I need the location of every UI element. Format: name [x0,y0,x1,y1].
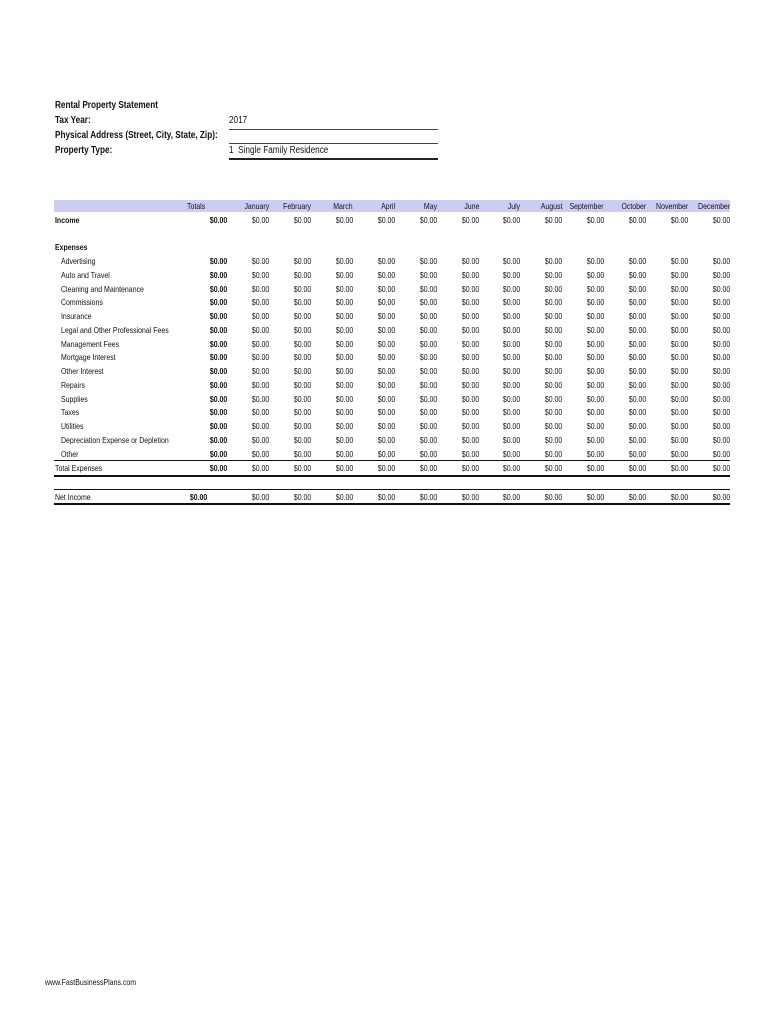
expense-cell[interactable]: $0.00 [419,297,437,308]
expense-cell[interactable]: $0.00 [628,393,646,404]
total-expenses-cell: $0.00 [670,463,688,473]
expense-cell[interactable]: $0.00 [628,256,646,266]
expense-cell[interactable]: $0.00 [461,448,479,459]
net-income-cell: $0.00 [293,492,311,502]
expense-cell[interactable]: $0.00 [670,366,688,376]
expense-row-total: $0.00 [209,448,227,459]
expense-cell[interactable]: $0.00 [712,421,730,431]
expense-cell[interactable]: $0.00 [670,283,688,294]
expense-cell[interactable]: $0.00 [712,379,730,390]
expense-cell[interactable]: $0.00 [377,379,395,390]
expense-cell[interactable]: $0.00 [293,269,311,280]
expense-row-label: Advertising [61,256,96,266]
total-expenses-cell: $0.00 [293,463,311,473]
expense-row-label: Other [61,448,79,459]
expense-cell[interactable]: $0.00 [419,256,437,266]
month-header-june: June [463,201,479,211]
expense-cell[interactable]: $0.00 [544,393,562,404]
net-income-cell: $0.00 [586,492,604,502]
expense-row-total: $0.00 [209,269,227,280]
expense-row-label: Management Fees [61,338,120,349]
expense-cell[interactable]: $0.00 [251,297,269,308]
expense-cell[interactable]: $0.00 [712,311,730,321]
income-cell[interactable]: $0.00 [293,215,311,225]
expense-cell[interactable]: $0.00 [461,297,479,308]
expense-cell[interactable]: $0.00 [419,434,437,445]
tax-year-field[interactable]: 2017 [229,115,248,126]
expense-cell[interactable]: $0.00 [502,366,520,376]
expense-cell[interactable]: $0.00 [335,311,353,321]
expense-cell[interactable]: $0.00 [377,407,395,418]
expense-row-label: Legal and Other Professional Fees [61,324,169,335]
income-cell[interactable]: $0.00 [335,215,353,225]
total-expenses-cell: $0.00 [712,463,730,473]
month-header-october: October [621,201,646,211]
net-income-cell: $0.00 [544,492,562,502]
income-total: $0.00 [209,215,227,225]
month-header-july: July [507,201,520,211]
expense-row-label: Cleaning and Maintenance [61,283,144,294]
expenses-heading: Expenses [55,242,88,252]
expense-cell[interactable]: $0.00 [251,421,269,431]
expense-cell[interactable]: $0.00 [419,283,437,294]
expense-cell[interactable]: $0.00 [628,352,646,363]
expense-cell[interactable]: $0.00 [377,324,395,335]
expense-cell[interactable]: $0.00 [544,338,562,349]
expense-cell[interactable]: $0.00 [251,311,269,321]
total-expenses-cell: $0.00 [251,463,269,473]
expense-cell[interactable]: $0.00 [293,434,311,445]
expense-cell[interactable]: $0.00 [712,352,730,363]
expense-cell[interactable]: $0.00 [419,421,437,431]
footer-url[interactable]: www.FastBusinessPlans.com [45,977,137,987]
expense-cell[interactable]: $0.00 [377,297,395,308]
expense-cell[interactable]: $0.00 [670,407,688,418]
expense-cell[interactable]: $0.00 [293,379,311,390]
income-cell[interactable]: $0.00 [377,215,395,225]
statement-title: Rental Property Statement [55,100,158,111]
expense-cell[interactable]: $0.00 [502,407,520,418]
expense-row-total: $0.00 [209,352,227,363]
total-expenses-bottom-rule [54,475,730,477]
expense-cell[interactable]: $0.00 [461,407,479,418]
expense-cell[interactable]: $0.00 [419,324,437,335]
expense-cell[interactable]: $0.00 [293,297,311,308]
total-expenses-label: Total Expenses [55,463,103,473]
expense-cell[interactable]: $0.00 [628,421,646,431]
expense-cell[interactable]: $0.00 [544,256,562,266]
expense-cell[interactable]: $0.00 [670,352,688,363]
expense-cell[interactable]: $0.00 [377,311,395,321]
expense-cell[interactable]: $0.00 [293,283,311,294]
expense-cell[interactable]: $0.00 [461,352,479,363]
total-expenses-cell: $0.00 [586,463,604,473]
expense-cell[interactable]: $0.00 [293,338,311,349]
expense-cell[interactable]: $0.00 [502,283,520,294]
net-income-cell: $0.00 [335,492,353,502]
expense-cell[interactable]: $0.00 [586,283,604,294]
net-income-cell: $0.00 [670,492,688,502]
expense-cell[interactable]: $0.00 [544,324,562,335]
expense-cell[interactable]: $0.00 [335,434,353,445]
expense-cell[interactable]: $0.00 [461,311,479,321]
expense-cell[interactable]: $0.00 [377,448,395,459]
expense-cell[interactable]: $0.00 [293,352,311,363]
expense-cell[interactable]: $0.00 [586,256,604,266]
expense-cell[interactable]: $0.00 [335,448,353,459]
income-cell[interactable]: $0.00 [670,215,688,225]
expense-cell[interactable]: $0.00 [544,366,562,376]
expense-cell[interactable]: $0.00 [628,297,646,308]
expense-cell[interactable]: $0.00 [377,283,395,294]
totals-column-header: Totals [186,201,205,211]
expense-cell[interactable]: $0.00 [461,421,479,431]
expense-cell[interactable]: $0.00 [251,256,269,266]
expense-cell[interactable]: $0.00 [628,338,646,349]
expense-cell[interactable]: $0.00 [628,283,646,294]
expense-cell[interactable]: $0.00 [670,297,688,308]
month-header-november: November [655,201,688,211]
total-expenses-cell: $0.00 [502,463,520,473]
expense-cell[interactable]: $0.00 [712,269,730,280]
expense-cell[interactable]: $0.00 [251,338,269,349]
net-income-cell: $0.00 [502,492,520,502]
expense-cell[interactable]: $0.00 [293,407,311,418]
expense-cell[interactable]: $0.00 [586,407,604,418]
expense-cell[interactable]: $0.00 [335,366,353,376]
expense-row-label: Commissions [61,297,103,308]
expense-row-total: $0.00 [209,297,227,308]
month-header-march: March [333,201,353,211]
expense-cell[interactable]: $0.00 [502,434,520,445]
expense-cell[interactable]: $0.00 [251,366,269,376]
expense-cell[interactable]: $0.00 [628,379,646,390]
expense-cell[interactable]: $0.00 [377,269,395,280]
expense-cell[interactable]: $0.00 [251,448,269,459]
expense-cell[interactable]: $0.00 [712,324,730,335]
expense-cell[interactable]: $0.00 [586,421,604,431]
expense-cell[interactable]: $0.00 [335,297,353,308]
net-income-label: Net Income [55,492,91,502]
expense-row-label: Insurance [61,311,92,321]
expense-cell[interactable]: $0.00 [251,324,269,335]
expense-cell[interactable]: $0.00 [628,311,646,321]
expense-row-total: $0.00 [209,311,227,321]
expense-cell[interactable]: $0.00 [251,283,269,294]
expense-cell[interactable]: $0.00 [712,338,730,349]
expense-row-total: $0.00 [209,256,227,266]
expense-row-total: $0.00 [209,338,227,349]
expense-cell[interactable]: $0.00 [251,407,269,418]
total-expenses-cell: $0.00 [419,463,437,473]
net-income-cell: $0.00 [461,492,479,502]
expense-row-total: $0.00 [209,407,227,418]
expense-cell[interactable]: $0.00 [586,338,604,349]
month-header-february: February [283,201,311,211]
expense-cell[interactable]: $0.00 [419,379,437,390]
expense-cell[interactable]: $0.00 [251,352,269,363]
net-income-top-rule [54,489,730,490]
income-cell[interactable]: $0.00 [544,215,562,225]
expense-cell[interactable]: $0.00 [670,324,688,335]
expense-cell[interactable]: $0.00 [586,448,604,459]
expense-cell[interactable]: $0.00 [377,434,395,445]
expense-cell[interactable]: $0.00 [251,393,269,404]
expense-cell[interactable]: $0.00 [502,393,520,404]
expense-cell[interactable]: $0.00 [335,256,353,266]
month-header-january: January [244,201,269,211]
expense-cell[interactable]: $0.00 [502,421,520,431]
expense-cell[interactable]: $0.00 [628,407,646,418]
expense-cell[interactable]: $0.00 [502,269,520,280]
expense-cell[interactable]: $0.00 [628,434,646,445]
expense-cell[interactable]: $0.00 [586,379,604,390]
month-header-may: May [423,201,437,211]
expense-cell[interactable]: $0.00 [293,448,311,459]
expense-cell[interactable]: $0.00 [419,393,437,404]
expense-cell[interactable]: $0.00 [586,352,604,363]
total-expenses-cell: $0.00 [461,463,479,473]
expense-cell[interactable]: $0.00 [544,407,562,418]
expense-cell[interactable]: $0.00 [628,269,646,280]
expense-cell[interactable]: $0.00 [544,421,562,431]
expense-cell[interactable]: $0.00 [335,283,353,294]
expense-cell[interactable]: $0.00 [377,256,395,266]
expense-cell[interactable]: $0.00 [502,297,520,308]
expense-cell[interactable]: $0.00 [628,366,646,376]
expense-cell[interactable]: $0.00 [544,379,562,390]
expense-cell[interactable]: $0.00 [502,338,520,349]
expense-cell[interactable]: $0.00 [419,311,437,321]
expense-cell[interactable]: $0.00 [670,393,688,404]
expense-cell[interactable]: $0.00 [335,407,353,418]
net-income-bottom-rule [54,503,730,505]
income-cell[interactable]: $0.00 [251,215,269,225]
expense-cell[interactable]: $0.00 [670,379,688,390]
expense-cell[interactable]: $0.00 [251,379,269,390]
income-cell[interactable]: $0.00 [419,215,437,225]
expense-cell[interactable]: $0.00 [251,434,269,445]
expense-cell[interactable]: $0.00 [461,324,479,335]
expense-cell[interactable]: $0.00 [293,311,311,321]
expense-row-label: Other Interest [61,366,104,376]
expense-cell[interactable]: $0.00 [377,352,395,363]
expense-cell[interactable]: $0.00 [377,421,395,431]
expense-cell[interactable]: $0.00 [544,448,562,459]
expense-cell[interactable]: $0.00 [461,393,479,404]
expense-cell[interactable]: $0.00 [293,393,311,404]
expense-row-total: $0.00 [209,393,227,404]
expense-cell[interactable]: $0.00 [461,256,479,266]
expense-cell[interactable]: $0.00 [586,434,604,445]
expense-cell[interactable]: $0.00 [335,324,353,335]
expense-cell[interactable]: $0.00 [419,448,437,459]
expense-cell[interactable]: $0.00 [544,269,562,280]
expense-cell[interactable]: $0.00 [670,434,688,445]
expense-cell[interactable]: $0.00 [335,352,353,363]
expense-cell[interactable]: $0.00 [502,448,520,459]
expense-cell[interactable]: $0.00 [461,379,479,390]
expense-cell[interactable]: $0.00 [544,434,562,445]
expense-cell[interactable]: $0.00 [461,366,479,376]
expense-cell[interactable]: $0.00 [670,338,688,349]
expense-cell[interactable]: $0.00 [335,269,353,280]
expense-cell[interactable]: $0.00 [419,269,437,280]
total-expenses-cell: $0.00 [544,463,562,473]
expense-cell[interactable]: $0.00 [251,269,269,280]
expense-cell[interactable]: $0.00 [335,338,353,349]
total-expenses-cell: $0.00 [628,463,646,473]
expense-cell[interactable]: $0.00 [419,366,437,376]
expense-row-total: $0.00 [209,324,227,335]
expense-cell[interactable]: $0.00 [419,407,437,418]
net-income-cell: $0.00 [628,492,646,502]
expense-row-label: Taxes [61,407,80,418]
expense-row-label: Depreciation Expense or Depletion [61,434,169,445]
expense-cell[interactable]: $0.00 [502,311,520,321]
income-cell[interactable]: $0.00 [712,215,730,225]
expense-cell[interactable]: $0.00 [502,324,520,335]
expense-cell[interactable]: $0.00 [544,297,562,308]
expense-row-total: $0.00 [209,283,227,294]
expense-row-label: Utilities [61,421,84,431]
expense-cell[interactable]: $0.00 [419,352,437,363]
expense-cell[interactable]: $0.00 [419,338,437,349]
expense-cell[interactable]: $0.00 [461,269,479,280]
net-income-total: $0.00 [189,492,207,502]
expense-row-label: Supplies [61,393,88,404]
expense-cell[interactable]: $0.00 [712,256,730,266]
expense-cell[interactable]: $0.00 [670,256,688,266]
net-income-cell: $0.00 [419,492,437,502]
address-label: Physical Address (Street, City, State, Zip): [55,130,218,141]
total-expenses-cell: $0.00 [335,463,353,473]
expense-cell[interactable]: $0.00 [628,324,646,335]
expense-cell[interactable]: $0.00 [293,324,311,335]
expense-cell[interactable]: $0.00 [628,448,646,459]
expense-cell[interactable]: $0.00 [461,434,479,445]
net-income-cell: $0.00 [251,492,269,502]
expense-row-total: $0.00 [209,421,227,431]
expense-cell[interactable]: $0.00 [586,311,604,321]
net-income-cell: $0.00 [712,492,730,502]
expense-cell[interactable]: $0.00 [544,352,562,363]
month-header-april: April [381,201,395,211]
expense-cell[interactable]: $0.00 [544,283,562,294]
expense-cell[interactable]: $0.00 [586,269,604,280]
income-cell[interactable]: $0.00 [628,215,646,225]
expense-cell[interactable]: $0.00 [461,338,479,349]
expense-cell[interactable]: $0.00 [586,366,604,376]
expense-cell[interactable]: $0.00 [335,379,353,390]
expense-cell[interactable]: $0.00 [335,421,353,431]
expense-cell[interactable]: $0.00 [502,256,520,266]
net-income-cell: $0.00 [377,492,395,502]
expense-cell[interactable]: $0.00 [377,338,395,349]
month-header-august: August [540,201,562,211]
expense-row-total: $0.00 [209,434,227,445]
month-header-september: September [569,201,604,211]
expense-cell[interactable]: $0.00 [712,283,730,294]
property-type-code: 1 [229,145,234,156]
expense-cell[interactable]: $0.00 [712,366,730,376]
expense-row-total: $0.00 [209,379,227,390]
expense-cell[interactable]: $0.00 [377,366,395,376]
expense-cell[interactable]: $0.00 [712,407,730,418]
expense-cell[interactable]: $0.00 [502,352,520,363]
expense-cell[interactable]: $0.00 [670,269,688,280]
expense-cell[interactable]: $0.00 [670,448,688,459]
expense-cell[interactable]: $0.00 [335,393,353,404]
expense-cell[interactable]: $0.00 [712,448,730,459]
expense-cell[interactable]: $0.00 [586,324,604,335]
expense-cell[interactable]: $0.00 [293,421,311,431]
month-header-december: December [697,201,730,211]
expense-cell[interactable]: $0.00 [293,366,311,376]
income-label: Income [55,215,80,225]
expense-row-label: Mortgage Interest [61,352,116,363]
total-expenses-cell: $0.00 [377,463,395,473]
expense-cell[interactable]: $0.00 [670,311,688,321]
expense-cell[interactable]: $0.00 [712,393,730,404]
expense-cell[interactable]: $0.00 [544,311,562,321]
income-cell[interactable]: $0.00 [586,215,604,225]
property-type-value: Single Family Residence [238,145,329,156]
total-expenses-total: $0.00 [209,463,227,473]
property-type-label: Property Type: [55,145,113,156]
income-cell[interactable]: $0.00 [502,215,520,225]
expense-cell[interactable]: $0.00 [670,421,688,431]
expense-row-total: $0.00 [209,366,227,376]
expense-row-label: Repairs [61,379,86,390]
expense-cell[interactable]: $0.00 [712,297,730,308]
expense-cell[interactable]: $0.00 [586,393,604,404]
expense-cell[interactable]: $0.00 [293,256,311,266]
expense-row-label: Auto and Travel [61,269,110,280]
expense-cell[interactable]: $0.00 [712,434,730,445]
expense-cell[interactable]: $0.00 [586,297,604,308]
expense-cell[interactable]: $0.00 [377,393,395,404]
total-expenses-top-rule [54,460,730,461]
expense-cell[interactable]: $0.00 [502,379,520,390]
tax-year-label: Tax Year: [55,115,91,126]
expense-cell[interactable]: $0.00 [461,283,479,294]
income-cell[interactable]: $0.00 [461,215,479,225]
